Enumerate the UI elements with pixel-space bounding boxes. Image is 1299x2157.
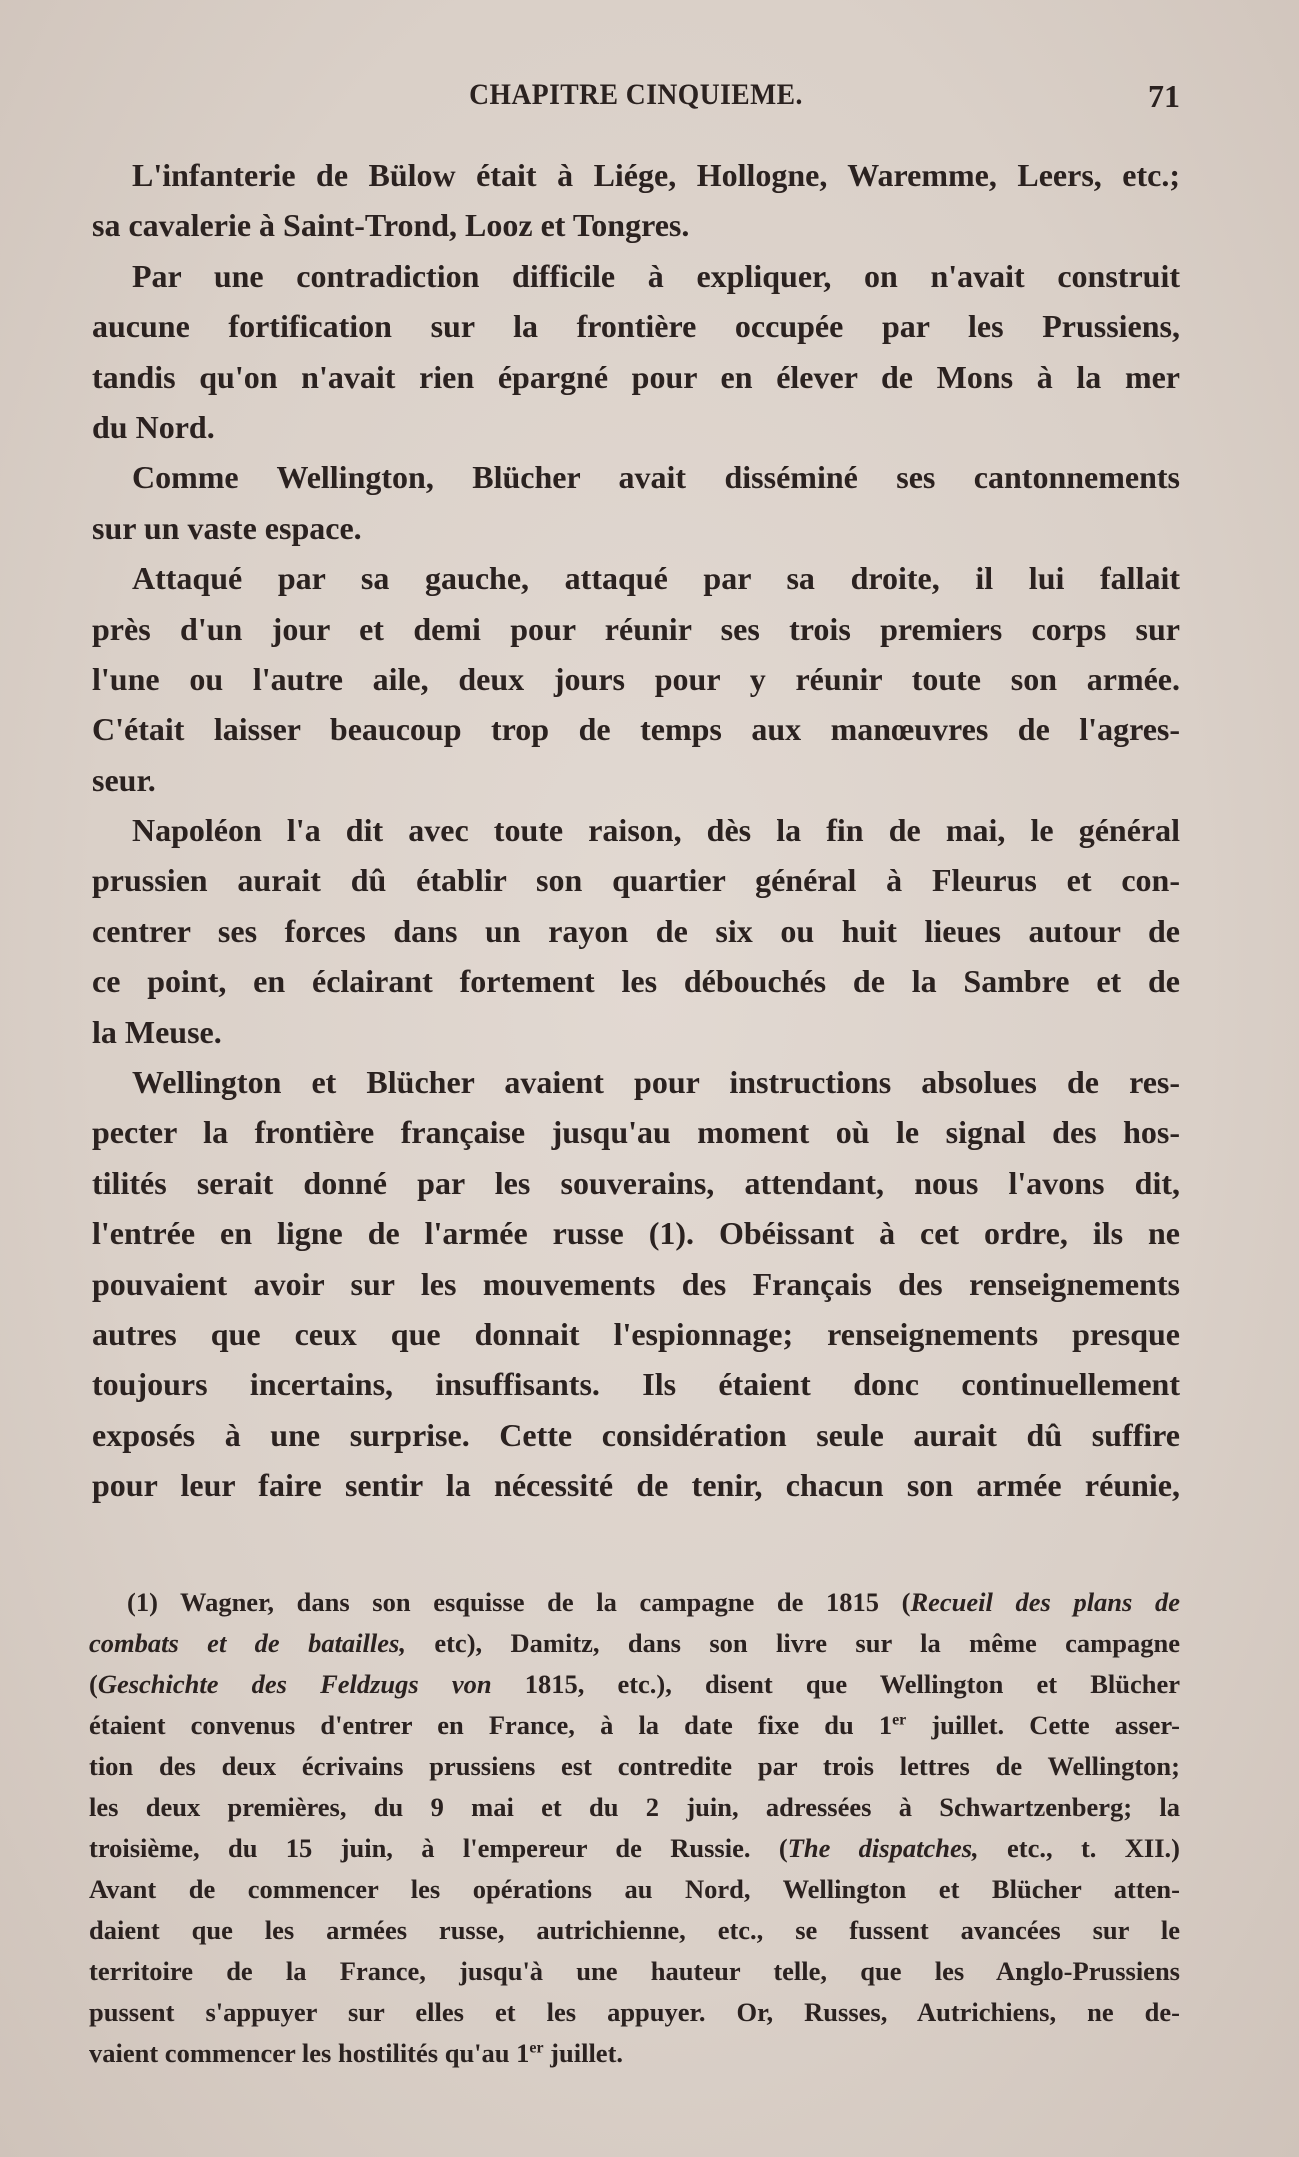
- text-line: aucune fortification sur la frontière occupée par les Prussiens,: [92, 308, 1180, 345]
- footnote-line: [89, 1992, 1180, 2033]
- footnote-line: [89, 1828, 1180, 1869]
- text-line: Par une contradiction difficile à expliquer, on n'avait construit: [132, 257, 1180, 294]
- footnote-line: [89, 1910, 1180, 1951]
- text-line: toujours incertains, insuffisants. Ils étaient donc continuellement: [92, 1366, 1180, 1403]
- paragraph: [92, 553, 1180, 805]
- text-line: tandis qu'on n'avait rien épargné pour en élever de Mons à la mer: [92, 358, 1180, 395]
- text-segment: Avant de commencer les opérations au Nord, Wellington et Blücher atten-: [89, 1874, 1180, 1904]
- page-header: [92, 78, 1180, 118]
- text-line: pouvaient avoir sur les mouvements des Français des renseignements: [92, 1265, 1180, 1302]
- text-line: la Meuse.: [92, 1013, 222, 1050]
- footnote-line: [89, 1746, 1180, 1787]
- text-segment: territoire de la France, jusqu'à une hauteur telle, que les Anglo-Prussiens: [89, 1956, 1180, 1986]
- text-line: L'infanterie de Bülow était à Liége, Hollogne, Waremme, Leers, etc.;: [132, 157, 1180, 193]
- text-line: autres que ceux que donnait l'espionnage; renseignements presque: [92, 1315, 1180, 1352]
- paragraph: [92, 452, 1180, 553]
- footnote-line: [89, 1951, 1180, 1992]
- text-line: prussien aurait dû établir son quartier général à Fleurus et con-: [92, 862, 1180, 899]
- paragraph: [92, 150, 1180, 251]
- italic-text: combats et de batailles,: [89, 1628, 406, 1658]
- paragraph: [92, 251, 1180, 453]
- body-text: [92, 150, 1180, 1511]
- text-segment: (: [89, 1669, 98, 1699]
- italic-text: Recueil des plans de: [910, 1587, 1180, 1617]
- running-title: CHAPITRE CINQUIEME.: [469, 78, 803, 111]
- text-line: exposés à une surprise. Cette considération seule aurait dû suffire: [92, 1416, 1180, 1453]
- text-line: seur.: [92, 761, 156, 798]
- text-segment: pussent s'appuyer sur elles et les appuyer. Or, Russes, Autrichiens, ne de-: [89, 1997, 1180, 2027]
- text-line: Attaqué par sa gauche, attaqué par sa droite, il lui fallait: [132, 560, 1180, 597]
- text-line: Wellington et Blücher avaient pour instructions absolues de res-: [132, 1064, 1180, 1101]
- text-segment: les deux premières, du 9 mai et du 2 juin, adressées à Schwartzenberg; la: [89, 1792, 1180, 1822]
- text-line: C'était laisser beaucoup trop de temps aux manœuvres de l'agres-: [92, 711, 1180, 748]
- footnote-line: [89, 1664, 1180, 1705]
- text-line: Comme Wellington, Blücher avait disséminé ses cantonnements: [132, 459, 1180, 496]
- text-segment: etc), Damitz, dans son livre sur la même campagne: [405, 1628, 1180, 1658]
- italic-text: Geschichte des Feldzugs von: [97, 1669, 492, 1699]
- text-line: l'une ou l'autre aile, deux jours pour y réunir toute son armée.: [92, 660, 1180, 697]
- text-line: ce point, en éclairant fortement les débouchés de la Sambre et de: [92, 963, 1180, 1000]
- text-segment: juillet.: [543, 2038, 624, 2068]
- text-line: du Nord.: [92, 408, 215, 445]
- paragraph: [92, 1057, 1180, 1511]
- footnote-line: [89, 1582, 1180, 1623]
- text-line: Napoléon l'a dit avec toute raison, dès la fin de mai, le général: [132, 812, 1180, 849]
- text-segment: troisième, du 15 juin, à l'empereur de Russie. (: [89, 1833, 788, 1863]
- italic-text: The dispatches,: [787, 1833, 979, 1863]
- superscript: er: [892, 1711, 907, 1729]
- footnote: [89, 1582, 1180, 2074]
- footnote-line: [89, 2033, 1180, 2074]
- footnote-line: [89, 1787, 1180, 1828]
- text-line: l'entrée en ligne de l'armée russe (1). Obéissant à cet ordre, ils ne: [92, 1215, 1180, 1252]
- text-segment: étaient convenus d'entrer en France, à la date fixe du 1: [89, 1710, 893, 1740]
- text-line: sa cavalerie à Saint-Trond, Looz et Tongres.: [92, 207, 690, 244]
- paragraph: [92, 805, 1180, 1057]
- footnote-line: [89, 1869, 1180, 1910]
- superscript: er: [529, 2039, 544, 2057]
- text-line: pour leur faire sentir la nécessité de tenir, chacun son armée réunie,: [92, 1467, 1180, 1504]
- text-segment: 1815, etc.), disent que Wellington et Blücher: [491, 1669, 1181, 1699]
- page-number: 71: [1148, 78, 1180, 114]
- text-segment: vaient commencer les hostilités qu'au 1: [89, 2038, 530, 2068]
- text-segment: juillet. Cette asser-: [906, 1710, 1180, 1740]
- text-segment: daient que les armées russe, autrichienne, etc., se fussent avancées sur le: [89, 1915, 1180, 1945]
- text-segment: (1) Wagner, dans son esquisse de la campagne de 1815 (: [127, 1587, 911, 1617]
- text-segment: tion des deux écrivains prussiens est contredite par trois lettres de Wellington;: [89, 1751, 1180, 1781]
- text-line: près d'un jour et demi pour réunir ses trois premiers corps sur: [92, 610, 1180, 647]
- text-line: sur un vaste espace.: [92, 509, 362, 546]
- text-line: tilités serait donné par les souverains, attendant, nous l'avons dit,: [92, 1164, 1180, 1201]
- text-line: pecter la frontière française jusqu'au moment où le signal des hos-: [92, 1114, 1180, 1151]
- text-line: centrer ses forces dans un rayon de six ou huit lieues autour de: [92, 912, 1180, 949]
- footnote-line: [89, 1623, 1180, 1664]
- footnote-line: [89, 1705, 1180, 1746]
- text-segment: etc., t. XII.): [978, 1833, 1180, 1863]
